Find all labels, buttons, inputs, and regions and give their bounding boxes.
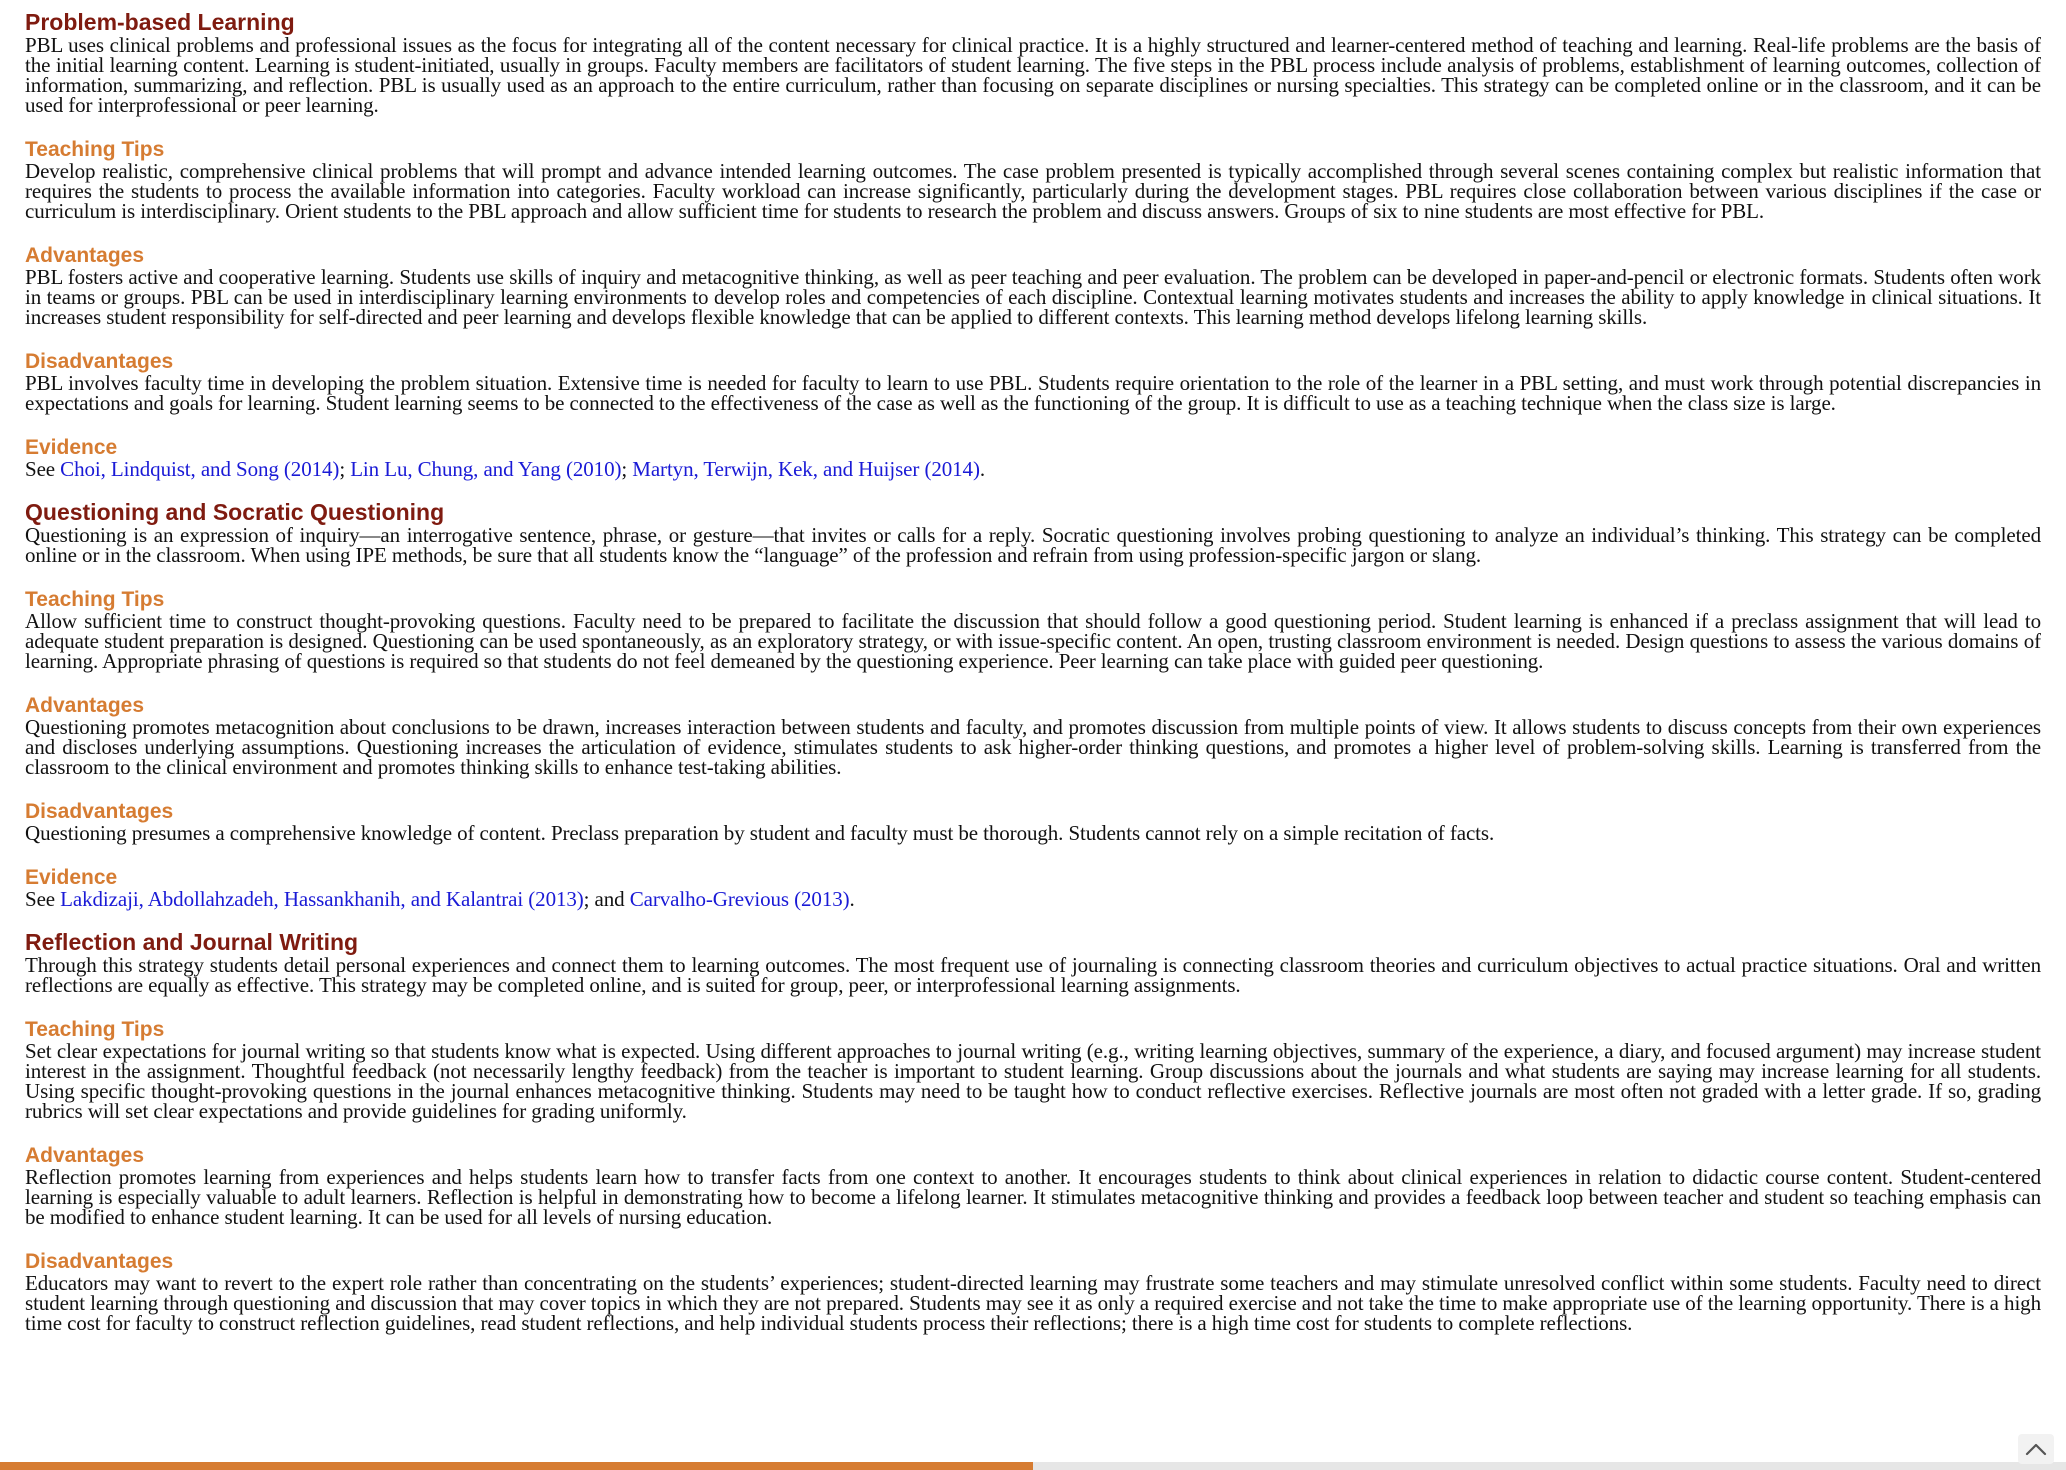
disadvantages-text: PBL involves faculty time in developing the problem situation. Extensive time is needed for faculty to learn to use PBL. Students require orientation to the role of the learner in a PBL setting, and must work through potential discrepancies in expectations and goals for learning. Student learning seems to be connected to the effectiveness of the case as well as the functioning of the group. It is difficult to use as a teaching technique when the class size is large.: [25, 371, 2041, 415]
evidence-heading: Evidence: [25, 436, 118, 459]
evidence-text: [25, 459, 2041, 479]
disadvantages-text: Educators may want to revert to the expert role rather than concentrating on the students’ experiences; student-directed learning may frustrate some teachers and may stimulate unresolved conflict within some students. Faculty need to direct student learning through questioning and discussion that may cover topics in which they are not prepared. Students may see it as only a required exercise and not take the time to make appropriate use of the learning opportunity. There is a high time cost for faculty to construct reflection guidelines, read student reflections, and help individual students process their reflections; there is a high time cost for students to complete reflections.: [25, 1271, 2041, 1335]
advantages-text: Questioning promotes metacognition about conclusions to be drawn, increases interaction between students and faculty, and promotes discussion from multiple points of view. It allows students to discuss concepts from their own experiences and discloses underlying assumptions. Questioning increases the articulation of evidence, stimulates students to ask higher-order thinking questions, and promotes a higher level of problem-solving skills. Learning is transferred from the classroom to the clinical environment and promotes thinking skills to enhance test-taking abilities.: [25, 715, 2041, 779]
evidence-suffix: .: [849, 887, 855, 911]
teaching-tips-text: Develop realistic, comprehensive clinical problems that will prompt and advance intended learning outcomes. The case problem presented is typically accomplished through several scenes containing complex but realistic information that requires the students to process the available information into categories. Faculty workload can increase significantly, particularly during the development stages. PBL requires close collaboration between various disciplines if the case or curriculum is interdisciplinary. Orient students to the PBL approach and allow sufficient time for students to research the problem and discuss answers. Groups of six to nine students are most effective for PBL.: [25, 159, 2041, 223]
advantages-heading: Advantages: [25, 694, 145, 717]
teaching-tips-text: Set clear expectations for journal writing so that students know what is expected. Using different approaches to journal writing (e.g., writing learning objectives, summary of the experience, a diary, and focused argument) may increase student interest in the assignment. Thoughtful feedback (not necessarily lengthy feedback) from the teacher is important to student learning. Group discussions about the journals and what students are saying may increase learning for all students. Using specific thought-provoking questions in the journal enhances metacognitive thinking. Students may need to be taught how to conduct reflective exercises. Reflective journals are most often not graded with a letter grade. If so, grading rubrics will set clear expectations and provide guidelines for grading uniformly.: [25, 1039, 2041, 1123]
disadvantages-heading: Disadvantages: [25, 1250, 174, 1273]
document-page: [25, 0, 2041, 1462]
disadvantages-heading: Disadvantages: [25, 800, 174, 823]
reading-progress-bar: [0, 1462, 2066, 1470]
chevron-up-icon: [2025, 1442, 2047, 1456]
section-title: Problem-based Learning: [25, 9, 295, 35]
section-title: Reflection and Journal Writing: [25, 929, 359, 955]
disadvantages-text: Questioning presumes a comprehensive knowledge of content. Preclass preparation by student and faculty must be thorough. Students cannot rely on a simple recitation of facts.: [25, 821, 1495, 845]
advantages-heading: Advantages: [25, 1144, 145, 1167]
reading-progress-fill: [0, 1462, 1033, 1470]
section-intro: Through this strategy students detail personal experiences and connect them to learning outcomes. The most frequent use of journaling is connecting classroom theories and curriculum objectives to actual practice situations. Oral and written reflections are equally as effective. This strategy may be completed online, and is suited for group, peer, or interprofessional learning assignments.: [25, 953, 2041, 997]
citation-link[interactable]: Lin Lu, Chung, and Yang (2010): [350, 457, 622, 481]
section-title: Questioning and Socratic Questioning: [25, 499, 445, 525]
section-questioning: [25, 499, 2041, 909]
section-intro: Questioning is an expression of inquiry—an interrogative sentence, phrase, or gesture—that invites or calls for a reply. Socratic questioning involves probing questioning to analyze an individual’s thinking. This strategy can be completed online or in the classroom. When using IPE methods, be sure that all students know the “language” of the profession and refrain from using profession-specific jargon or slang.: [25, 523, 2041, 567]
evidence-heading: Evidence: [25, 866, 118, 889]
section-intro: PBL uses clinical problems and professional issues as the focus for integrating all of the content necessary for clinical practice. It is a highly structured and learner-centered method of teaching and learning. Real-life problems are the basis of the initial learning content. Learning is student-initiated, usually in groups. Faculty members are facilitators of student learning. The five steps in the PBL process include analysis of problems, establishment of learning outcomes, collection of information, summarizing, and reflection. PBL is usually used as an approach to the entire curriculum, rather than focusing on separate disciplines or nursing specialties. This strategy can be completed online or in the classroom, and it can be used for interprofessional or peer learning.: [25, 33, 2041, 117]
evidence-text: [25, 889, 2041, 909]
citation-separator: ; and: [583, 887, 630, 911]
citation-separator: ;: [621, 457, 633, 481]
evidence-prefix: See: [25, 887, 61, 911]
citation-link[interactable]: Martyn, Terwijn, Kek, and Huijser (2014): [632, 457, 980, 481]
advantages-text: PBL fosters active and cooperative learning. Students use skills of inquiry and metacognitive thinking, as well as peer teaching and peer evaluation. The problem can be developed in paper-and-pencil or electronic formats. Students often work in teams or groups. PBL can be used in interdisciplinary learning environments to develop roles and competencies of each discipline. Contextual learning motivates students and increases the ability to apply knowledge in clinical situations. It increases student responsibility for self-directed and peer learning and develops flexible knowledge that can be applied to different contexts. This learning method develops lifelong learning skills.: [25, 265, 2041, 329]
evidence-suffix: .: [979, 457, 985, 481]
disadvantages-heading: Disadvantages: [25, 350, 174, 373]
teaching-tips-heading: Teaching Tips: [25, 588, 165, 611]
evidence-prefix: See: [25, 457, 61, 481]
advantages-text: Reflection promotes learning from experiences and helps students learn how to transfer facts from one context to another. It encourages students to think about clinical experiences in relation to didactic course content. Student-centered learning is especially valuable to adult learners. Reflection is helpful in demonstrating how to become a lifelong learner. It stimulates metacognitive thinking and provides a feedback loop between teacher and student so teaching emphasis can be modified to enhance student learning. It can be used for all levels of nursing education.: [25, 1165, 2041, 1229]
citation-link[interactable]: Choi, Lindquist, and Song (2014): [60, 457, 340, 481]
citation-link[interactable]: Carvalho-Grevious (2013): [629, 887, 850, 911]
section-reflection: [25, 929, 2041, 1333]
advantages-heading: Advantages: [25, 244, 145, 267]
teaching-tips-text: Allow sufficient time to construct thought-provoking questions. Faculty need to be prepared to facilitate the discussion that should follow a good questioning period. Student learning is enhanced if a preclass assignment that will lead to adequate student preparation is designed. Questioning can be used spontaneously, as an exploratory strategy, or with issue-specific content. An open, trusting classroom environment is needed. Design questions to assess the various domains of learning. Appropriate phrasing of questions is required so that students do not feel demeaned by the questioning experience. Peer learning can take place with guided peer questioning.: [25, 609, 2041, 673]
teaching-tips-heading: Teaching Tips: [25, 138, 165, 161]
scroll-to-top-button[interactable]: [2018, 1434, 2054, 1464]
section-problem-based-learning: [25, 9, 2041, 479]
citation-separator: ;: [339, 457, 351, 481]
citation-link[interactable]: Lakdizaji, Abdollahzadeh, Hassankhanih, and Kalantrai (2013): [60, 887, 584, 911]
teaching-tips-heading: Teaching Tips: [25, 1018, 165, 1041]
